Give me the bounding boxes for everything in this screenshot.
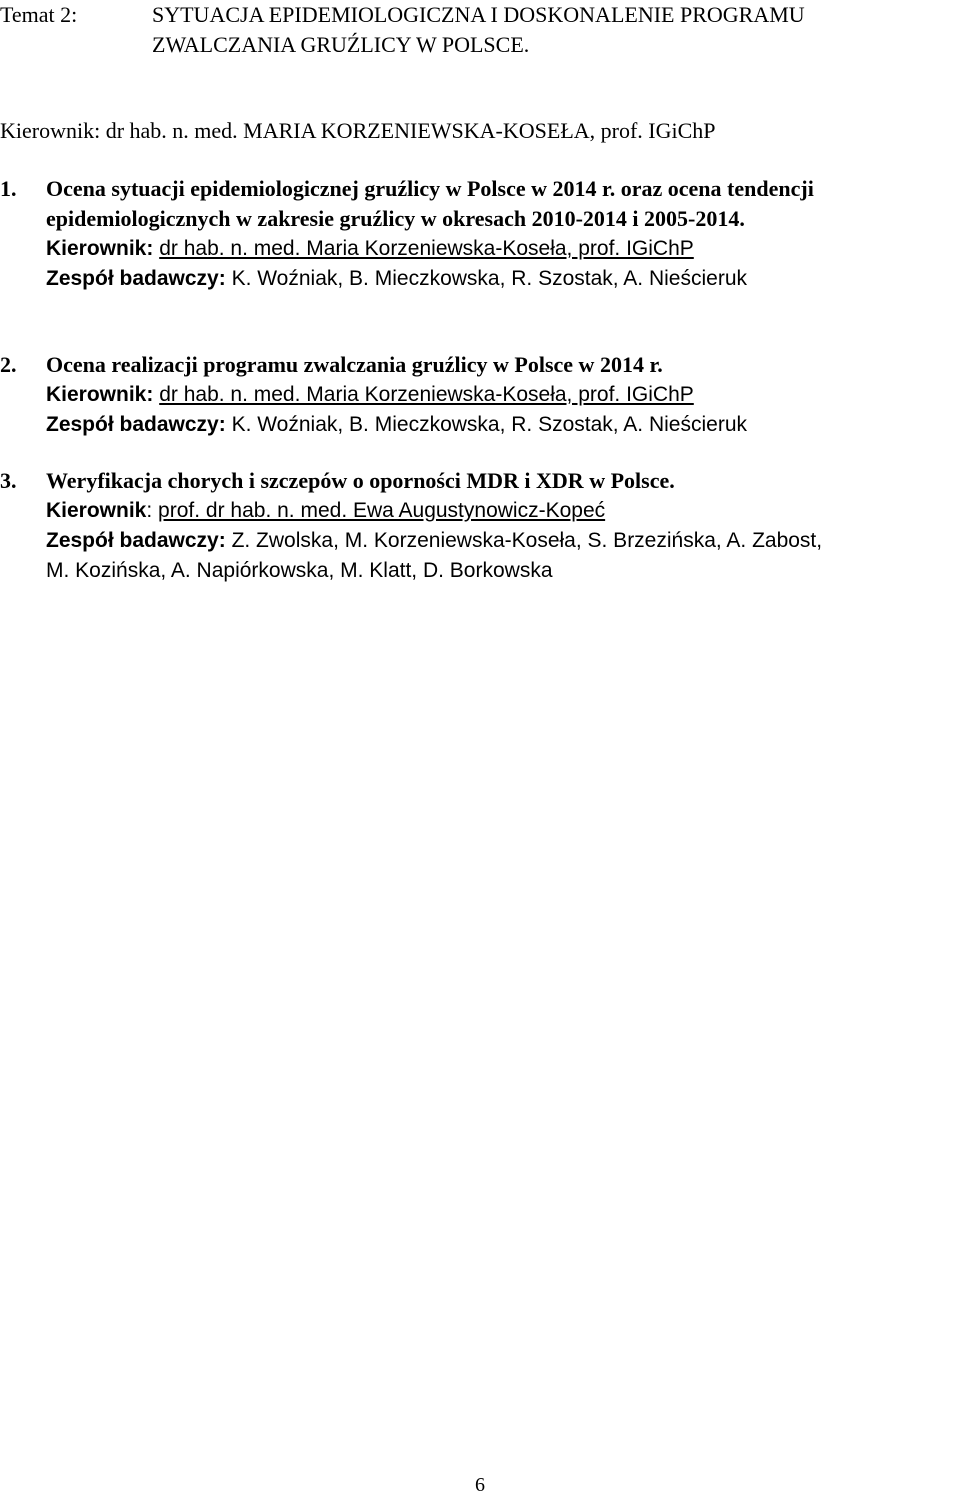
item-body xyxy=(46,350,960,440)
head-label: Kierownik: xyxy=(46,383,154,406)
item-head xyxy=(46,496,960,526)
item-number: 2. xyxy=(0,352,17,377)
team-label: Zespół badawczy: xyxy=(46,529,226,552)
topic-title xyxy=(152,0,960,60)
head-name: dr hab. n. med. Maria Korzeniewska-Koseła, prof. IGiChP xyxy=(159,383,694,406)
item-head xyxy=(46,234,960,264)
head-label: Kierownik xyxy=(46,499,147,522)
item-title-line: Ocena sytuacji epidemiologicznej gruźlicy w Polsce w 2014 r. oraz ocena tendencji xyxy=(46,176,814,201)
topic-label: Temat 2: xyxy=(0,2,78,27)
item-body xyxy=(46,466,960,586)
team-label: Zespół badawczy: xyxy=(46,267,226,290)
item-title-line: epidemiologicznych w zakresie gruźlicy w okresach 2010-2014 i 2005-2014. xyxy=(46,206,745,231)
item-team xyxy=(46,264,960,294)
head-name: dr hab. n. med. Maria Korzeniewska-Koseła, prof. IGiChP xyxy=(159,237,694,260)
team-label: Zespół badawczy: xyxy=(46,413,226,436)
head-name: prof. dr hab. n. med. Ewa Augustynowicz-Kopeć xyxy=(158,499,606,522)
topic-title-line-2: ZWALCZANIA GRUŹLICY W POLSCE. xyxy=(152,32,530,57)
team-members: Z. Zwolska, M. Korzeniewska-Koseła, S. Brzezińska, A. Zabost, xyxy=(231,529,823,552)
head-label: Kierownik: xyxy=(46,237,154,260)
topic-head: Kierownik: dr hab. n. med. MARIA KORZENIEWSKA-KOSEŁA, prof. IGiChP xyxy=(0,118,716,143)
item-team-continued: M. Kozińska, A. Napiórkowska, M. Klatt, D. Borkowska xyxy=(46,559,553,582)
head-colon: : xyxy=(146,499,153,522)
item-team xyxy=(46,526,960,556)
item-number: 1. xyxy=(0,176,17,201)
item-head xyxy=(46,380,960,410)
item-number: 3. xyxy=(0,468,17,493)
team-members: K. Woźniak, B. Mieczkowska, R. Szostak, A. Nieścieruk xyxy=(231,413,748,436)
page-number: 6 xyxy=(475,1474,485,1496)
item-title-line: Weryfikacja chorych i szczepów o oporności MDR i XDR w Polsce. xyxy=(46,468,675,493)
team-members: K. Woźniak, B. Mieczkowska, R. Szostak, A. Nieścieruk xyxy=(231,267,748,290)
topic-title-line-1: SYTUACJA EPIDEMIOLOGICZNA I DOSKONALENIE PROGRAMU xyxy=(152,2,805,27)
item-body xyxy=(46,174,960,294)
item-team xyxy=(46,410,960,440)
item-title-line: Ocena realizacji programu zwalczania gruźlicy w Polsce w 2014 r. xyxy=(46,352,663,377)
